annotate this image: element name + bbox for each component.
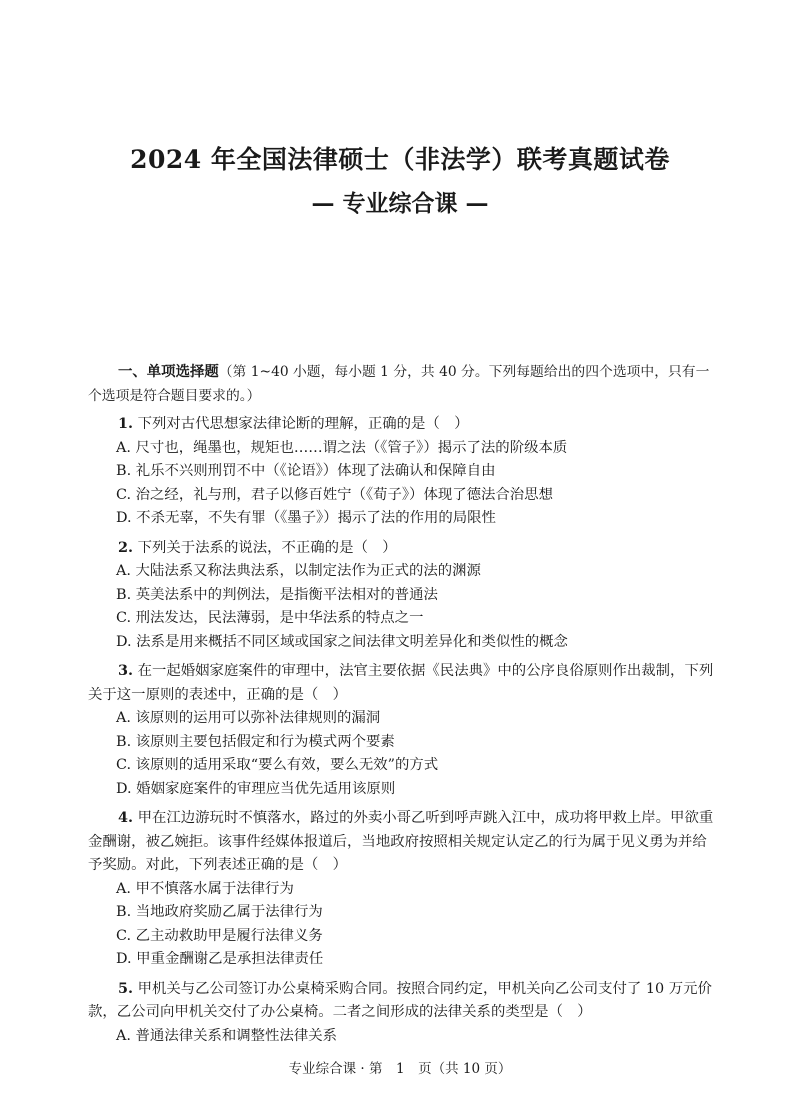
exam-title: 2024 年全国法律硕士（非法学）联考真题试卷 bbox=[130, 145, 670, 174]
question-4 bbox=[88, 806, 716, 972]
question-text: 在一起婚姻家庭案件的审理中，法官主要依据《民法典》中的公序良俗原则作出裁制，下列关于这一原则的表述中，正确的是（ ） bbox=[88, 663, 714, 703]
question-text: 下列关于法系的说法，不正确的是（ ） bbox=[133, 539, 397, 556]
question-stem bbox=[88, 412, 716, 437]
option-d: D. 不杀无辜，不失有罪（《墨子》）揭示了法的作用的局限性 bbox=[116, 510, 496, 526]
option-b: B. 英美法系中的判例法，是指衡平法相对的普通法 bbox=[116, 586, 438, 603]
option-b: B. 该原则主要包括假定和行为模式两个要素 bbox=[116, 733, 395, 750]
option-d: D. 甲重金酬谢乙是承担法律责任 bbox=[116, 951, 324, 967]
section-note: （第 1~40 小题，每小题 1 分，共 40 分。下列每题给出的四个选项中，只有一个选项是符合题目要求的。） bbox=[88, 364, 710, 404]
question-number: 2. bbox=[118, 538, 134, 556]
question-stem bbox=[88, 659, 716, 707]
section-heading: 一、单项选择题 bbox=[118, 363, 219, 380]
option-a: A. 该原则的运用可以弥补法律规则的漏洞 bbox=[116, 710, 381, 726]
option-a: A. 大陆法系又称法典法系，以制定法作为正式的法的渊源 bbox=[116, 563, 481, 579]
question-text: 下列对古代思想家法律论断的理解，正确的是（ ） bbox=[133, 416, 469, 432]
option-c: C. 乙主动救助甲是履行法律义务 bbox=[116, 927, 323, 944]
question-text: 甲机关与乙公司签订办公桌椅采购合同。按照合同约定，甲机关向乙公司支付了 10 万元价款，乙公司向甲机关交付了办公桌椅。二者之间形成的法律关系的类型是（ ） bbox=[88, 980, 712, 1020]
question-2 bbox=[88, 536, 716, 655]
option-c: C. 刑法发达，民法薄弱，是中华法系的特点之一 bbox=[116, 610, 424, 626]
exam-content bbox=[88, 360, 716, 1053]
question-3 bbox=[88, 659, 716, 801]
option-c: C. 该原则的适用采取“要么有效，要么无效”的方式 bbox=[116, 757, 439, 773]
question-number: 4. bbox=[118, 809, 134, 826]
question-number: 5. bbox=[118, 979, 134, 997]
option-a: A. 甲不慎落水属于法律行为 bbox=[116, 880, 294, 897]
question-stem bbox=[88, 806, 716, 878]
question-text: 甲在江边游玩时不慎落水，路过的外卖小哥乙听到呼声跳入江中，成功将甲救上岸。甲欲重金酬谢，被乙婉拒。该事件经媒体报道后，当地政府按照相关规定认定乙的行为属于见义勇为并给予奖励。对此，下列表述正确的是（ ） bbox=[88, 810, 714, 873]
option-b: B. 礼乐不兴则刑罚不中（《论语》）体现了法确认和保障自由 bbox=[116, 463, 496, 479]
page-footer: 专业综合课 · 第 1 页（共 10 页） bbox=[288, 1061, 512, 1077]
question-1 bbox=[88, 412, 716, 531]
option-c: C. 治之经，礼与刑，君子以修百姓宁（《荀子》）体现了德法合治思想 bbox=[116, 486, 553, 503]
section-intro bbox=[88, 360, 716, 408]
question-stem bbox=[88, 977, 716, 1025]
option-d: D. 婚姻家庭案件的审理应当优先适用该原则 bbox=[116, 780, 396, 797]
question-number: 1. bbox=[118, 415, 134, 432]
option-a: A. 普通法律关系和调整性法律关系 bbox=[116, 1027, 338, 1044]
option-d: D. 法系是用来概括不同区域或国家之间法律文明差异化和类似性的概念 bbox=[116, 633, 568, 650]
option-a: A. 尺寸也，绳墨也，规矩也……谓之法（《管子》）揭示了法的阶级本质 bbox=[116, 439, 568, 456]
question-stem bbox=[88, 536, 716, 561]
option-b: B. 当地政府奖励乙属于法律行为 bbox=[116, 904, 323, 920]
exam-subtitle: — 专业综合课 — bbox=[311, 190, 489, 217]
question-number: 3. bbox=[118, 662, 134, 679]
question-5 bbox=[88, 977, 716, 1049]
